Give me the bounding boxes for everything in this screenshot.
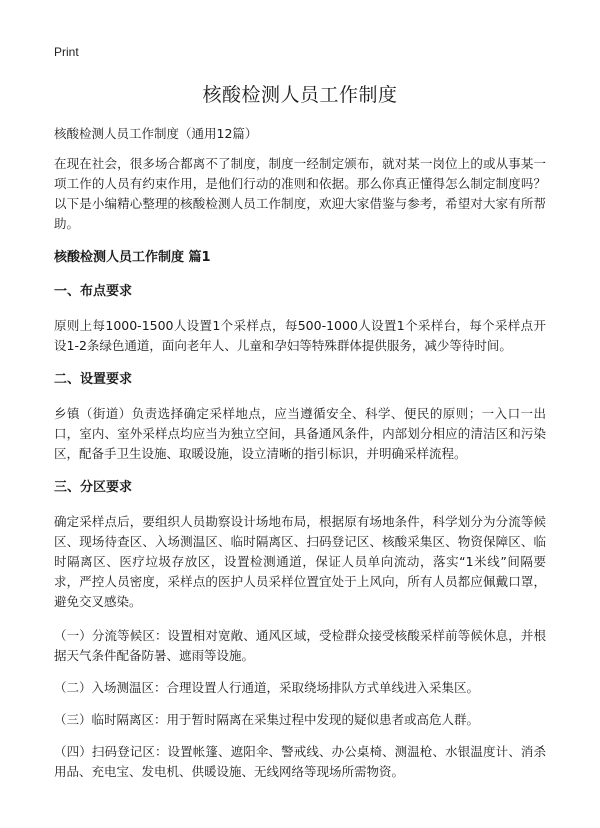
section-body-zoning: 确定采样点后，要组织人员勘察设计场地布局，根据原有场地条件，科学划分为分流等候区、现场待查区、入场测温区、临时隔离区、扫码登记区、核酸采集区、物资保障区、临时隔离区、医疗垃圾存放区，设置检测通道，保证人员单向流动，落实“1米线”间隔要求，严控人员密度，采样点的医护人员采样位置宜处于上风向，所有人员都应佩戴口罩，避免交叉感染。 [54,514,546,609]
section-heading-setup: 二、设置要求 [54,372,133,387]
page-title: 核酸检测人员工作制度 [202,84,398,106]
section-heading-zoning: 三、分区要求 [54,480,133,495]
document-subtitle: 核酸检测人员工作制度（通用12篇） [54,126,258,141]
section-body-layout: 原则上每1000-1500人设置1个采样点，每500-1000人设置1个采样台，每个采样点开设1-2条绿色通道，面向老年人、儿童和孕妇等特殊群体提供服务，减少等待时间。 [54,318,546,353]
article-heading: 核酸检测人员工作制度 篇1 [54,250,211,265]
intro-paragraph: 在现在社会，很多场合都离不了制度，制度一经制定颁布，就对某一岗位上的或从事某一项工作的人员有约束作用，是他们行动的准则和依据。那么你真正懂得怎么制定制度吗？以下是小编精心整理的核酸检测人员工作制度，欢迎大家借鉴与参考，希望对大家有所帮助。 [54,156,546,231]
section-body-setup: 乡镇（街道）负责选择确定采样地点，应当遵循安全、科学、便民的原则；一入口一出口，室内、室外采样点均应当为独立空间，具备通风条件，内部划分相应的清洁区和污染区，配备手卫生设施、取暖设施，设立清晰的指引标识，并明确采样流程。 [54,406,546,461]
print-label[interactable]: Print [54,45,79,59]
sub-item-temperature-area: （二）入场测温区：合理设置人行通道，采取绕场排队方式单线进入采集区。 [54,680,480,695]
sub-item-registration-area: （四）扫码登记区：设置帐篷、遮阳伞、警戒线、办公桌椅、测温枪、水银温度计、消杀用品、充电宝、发电机、供暖设施、无线网络等现场所需物资。 [54,744,546,779]
section-heading-layout: 一、布点要求 [54,284,133,299]
sub-item-isolation-area: （三）临时隔离区：用于暂时隔离在采集过程中发现的疑似患者或高危人群。 [54,712,480,727]
sub-item-waiting-area: （一）分流等候区：设置相对宽敞、通风区域，受检群众接受核酸采样前等候休息，并根据天气条件配备防暑、遮雨等设施。 [54,628,546,663]
